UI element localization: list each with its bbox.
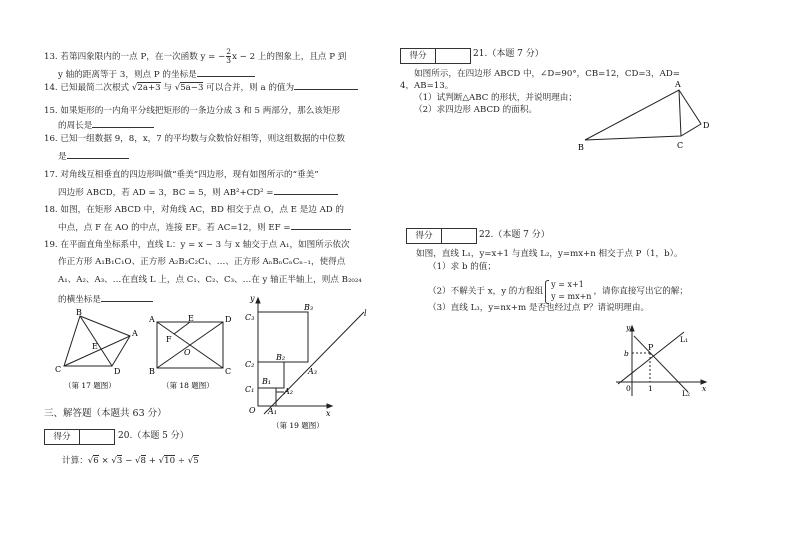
svg-text:A₁: A₁ [268, 407, 277, 416]
q22-part3: （3）直线 L₃，y=nx+m 是否也经过点 P？请说明理由。 [428, 303, 650, 313]
figure-17 [50, 308, 140, 392]
line-l [264, 312, 364, 414]
q21-line2: 4，AB=13。 [400, 81, 454, 91]
svg-text:B₃: B₃ [304, 303, 314, 312]
q16-line1: 16. 已知一组数据 9，8，x，7 的平均数与众数恰好相等，则这组数据的中位数 [44, 134, 345, 144]
svg-text:A₃: A₃ [308, 367, 317, 376]
score-box-21[interactable]: 得分 [400, 48, 471, 64]
segment-ac [679, 90, 681, 136]
q15-line1: 15. 如果矩形的一内角平分线把矩形的一条边分成 3 和 5 两部分，那么该矩形 [44, 106, 341, 116]
q18-answer-blank[interactable] [291, 221, 351, 230]
figure-18 [148, 312, 232, 392]
svg-text:y: y [626, 323, 631, 332]
svg-text:A₂: A₂ [284, 387, 293, 396]
q20-title: 20.（本题 5 分） [118, 431, 189, 441]
svg-text:O: O [249, 406, 256, 415]
q19-line3: A₁、A₂、A₃、…在直线 L 上，点 C₁、C₂、C₃、…在 y 轴正半轴上，则点 B₂₀₂₄ [58, 275, 362, 285]
q18-line1: 18. 如图，在矩形 ABCD 中，对角线 AC，BD 相交于点 O，点 E 是边 AD 的 [44, 205, 345, 215]
figure-22 [612, 322, 712, 398]
svg-text:D: D [703, 121, 710, 130]
q15-line2: 的周长是 [58, 119, 154, 132]
label-o: O [184, 348, 191, 357]
q22-part1: （1）求 b 的值； [428, 262, 496, 272]
q19-line2: 作正方形 A₁B₁C₁O、正方形 A₂B₂C₂C₁、…、正方形 AₙBₙCₙCₙ₋₁，使得点 [58, 257, 346, 267]
svg-text:C: C [677, 141, 684, 150]
svg-text:L₂: L₂ [682, 389, 690, 398]
diagonal-ac [64, 336, 130, 366]
caption-fig19: （第 19 题图） [272, 421, 324, 430]
svg-text:B₂: B₂ [276, 353, 286, 362]
svg-text:x: x [326, 409, 331, 418]
label-b: B [76, 308, 82, 317]
q19-answer-blank[interactable] [101, 293, 153, 302]
label-a: A [132, 329, 138, 338]
q17-line1: 17. 对角线互相垂直的四边形叫做“垂美”四边形，现有如图所示的“垂美” [44, 170, 319, 180]
svg-text:y: y [250, 294, 255, 303]
svg-text:x: x [702, 384, 707, 393]
q21-title: 21.（本题 7 分） [473, 49, 544, 59]
figure-21 [575, 78, 715, 154]
figure-19 [240, 292, 375, 432]
quad-abcd [585, 90, 701, 140]
q21-line1: 如图所示，在四边形 ABCD 中，∠D=90°，CB=12，CD=3，AD= [414, 69, 680, 79]
q17-line2: 四边形 ABCD，若 AD = 3，BC = 5，则 AB²+CD² = [58, 186, 338, 199]
line-l2 [634, 336, 688, 392]
svg-text:C₁: C₁ [245, 385, 255, 394]
label-f: F [166, 335, 172, 344]
svg-text:b: b [624, 349, 629, 358]
q22-part2: （2）不解关于 x，y 的方程组 y = x+1 y = mx+n ，请你直接写出它的解； [428, 279, 688, 303]
q19-line1: 19. 在平面直角坐标系中，直线 L：y = x − 3 与 x 轴交于点 A₁，如图所示依次 [44, 240, 350, 250]
svg-text:L₁: L₁ [680, 335, 688, 344]
diagonal-bd [80, 316, 112, 366]
q19-line4: 的横坐标是 [58, 293, 153, 306]
q13-line2: y 轴的距离等于 3，则点 P 的坐标是 [58, 68, 255, 81]
q21-part2: （2）求四边形 ABCD 的面积。 [414, 105, 538, 115]
caption-fig18: （第 18 题图） [162, 381, 214, 390]
q21-part1: （1）试判断△ABC 的形状，并说明理由； [414, 93, 577, 103]
q14-answer-blank[interactable] [294, 81, 358, 90]
q20-expression: 计算：√6 × √3 − √8 + √10 ÷ √5 [62, 456, 199, 466]
svg-text:B: B [578, 143, 584, 152]
q13-line1: 13. 若第四象限内的一点 P，在一次函数 y = − $\frac{2}{3}$ x − 2 上的图象上，且点 P 到 [44, 47, 347, 65]
score-box-22[interactable]: 得分 [406, 228, 477, 244]
svg-text:1: 1 [648, 384, 653, 393]
q18-line2: 中点，点 F 在 AO 的中点，连接 EF。若 AC=12，则 EF = [58, 221, 351, 234]
svg-text:A: A [675, 80, 681, 89]
svg-text:B₁: B₁ [262, 377, 272, 386]
segment-ef [174, 322, 190, 334]
label-c: C [225, 367, 232, 376]
q17-answer-blank[interactable] [274, 186, 338, 195]
line-l1 [618, 332, 684, 384]
q15-answer-blank[interactable] [92, 119, 154, 128]
svg-text:P: P [648, 343, 654, 352]
q14: 14. 已知最简二次根式 √2a+3 与 √5a−3 可以合并，则 a 的值为 [44, 81, 358, 94]
label-e: E [92, 342, 98, 351]
caption-fig17: （第 17 题图） [64, 381, 116, 390]
label-c: C [55, 365, 62, 374]
section-3-heading: 三、解答题（本题共 63 分） [44, 408, 167, 419]
label-d: D [225, 315, 232, 324]
svg-text:0: 0 [626, 384, 631, 393]
score-box-20[interactable]: 得分 [44, 429, 115, 445]
q16-answer-blank[interactable] [67, 150, 129, 159]
svg-text:C₂: C₂ [245, 360, 255, 369]
q22-line1: 如图，直线 L₁，y=x+1 与直线 L₂，y=mx+n 相交于点 P（1，b）。 [416, 249, 683, 259]
q16-line2: 是 [58, 150, 129, 163]
svg-text:C₃: C₃ [245, 313, 255, 322]
label-b: B [149, 367, 155, 376]
q22-title: 22.（本题 7 分） [479, 230, 550, 240]
svg-text:l: l [364, 309, 367, 318]
label-e: E [188, 314, 194, 323]
q13-answer-blank[interactable] [197, 68, 255, 77]
label-a: A [149, 315, 155, 324]
label-d: D [114, 367, 121, 376]
